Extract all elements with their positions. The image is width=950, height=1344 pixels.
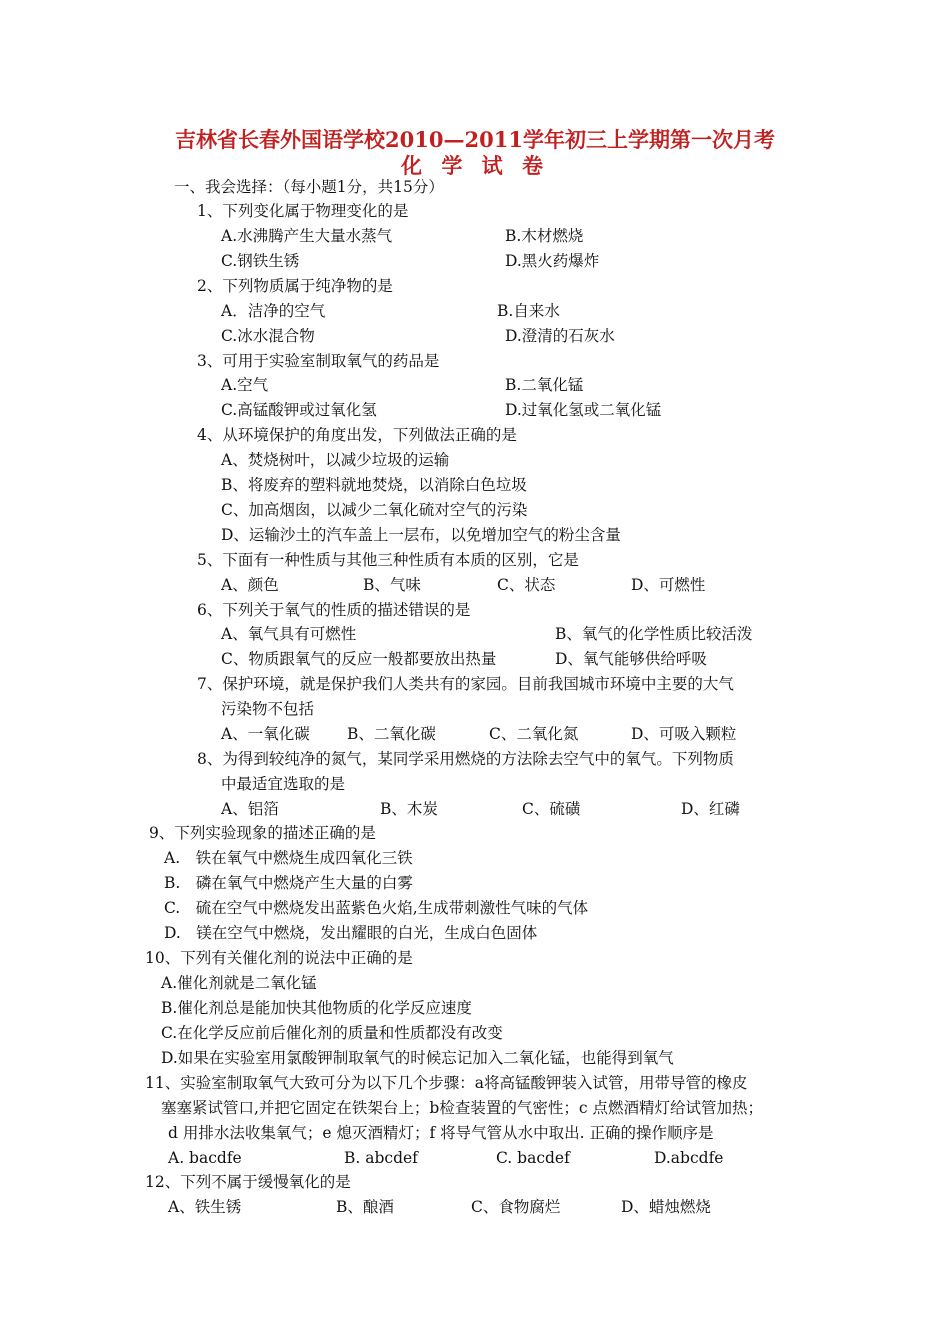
exam-title: 吉林省长春外国语学校2010—2011学年初三上学期第一次月考 — [175, 127, 775, 152]
option-d: D.如果在实验室用氯酸钾制取氧气的时候忘记加入二氧化锰，也能得到氧气 — [161, 1049, 674, 1067]
option-b: B.木材燃烧 — [505, 227, 584, 245]
option-c: C.在化学反应前后催化剂的质量和性质都没有改变 — [161, 1024, 503, 1042]
option-d: D. 镁在空气中燃烧，发出耀眼的白光，生成白色固体 — [164, 924, 538, 942]
section-heading: 一、我会选择：（每小题1分，共15分） — [174, 178, 444, 196]
option-a: A、氧气具有可燃性 — [221, 625, 357, 643]
option-c: C. bacdef — [496, 1149, 570, 1167]
option-c: C. 硫在空气中燃烧发出蓝紫色火焰,生成带刺激性气味的气体 — [164, 899, 589, 917]
option-b: B、气味 — [363, 576, 421, 594]
option-a: A. 铁在氧气中燃烧生成四氧化三铁 — [164, 849, 413, 867]
option-b: B、二氧化碳 — [347, 725, 436, 743]
option-a: A．洁净的空气 — [221, 302, 326, 320]
question-stem-cont: 塞塞紧试管口,并把它固定在铁架台上；b检查装置的气密性；c 点燃酒精灯给试管加热； — [161, 1099, 763, 1117]
option-d: D、可燃性 — [631, 576, 706, 594]
option-d: D.过氧化氢或二氧化锰 — [505, 401, 662, 419]
option-c: C、食物腐烂 — [471, 1198, 561, 1216]
option-c: C、二氧化氮 — [489, 725, 579, 743]
option-b: B、将废弃的塑料就地焚烧，以消除白色垃圾 — [221, 476, 527, 494]
option-c: C、状态 — [497, 576, 556, 594]
question-stem: 8、为得到较纯净的氮气，某同学采用燃烧的方法除去空气中的氧气。下列物质 — [197, 750, 734, 768]
option-b: B. 磷在氧气中燃烧产生大量的白雾 — [164, 874, 413, 892]
option-b: B.催化剂总是能加快其他物质的化学反应速度 — [161, 999, 472, 1017]
question-stem: 9、下列实验现象的描述正确的是 — [149, 824, 376, 842]
question-stem: 10、下列有关催化剂的说法中正确的是 — [145, 949, 413, 967]
question-stem-cont: d 用排水法收集氧气；e 熄灭酒精灯；f 将导气管从水中取出. 正确的操作顺序是 — [168, 1124, 714, 1142]
option-c: C、物质跟氧气的反应一般都要放出热量 — [221, 650, 497, 668]
option-d: D、可吸入颗粒 — [631, 725, 737, 743]
option-d: D、氧气能够供给呼吸 — [555, 650, 707, 668]
option-c: C、加高烟囱，以减少二氧化硫对空气的污染 — [221, 501, 528, 519]
question-stem: 7、保护环境，就是保护我们人类共有的家园。目前我国城市环境中主要的大气 — [197, 675, 734, 693]
option-a: A.水沸腾产生大量水蒸气 — [221, 227, 393, 245]
option-a: A.空气 — [221, 376, 269, 394]
option-b: B.自来水 — [497, 302, 560, 320]
option-a: A、铝箔 — [221, 800, 279, 818]
option-b: B、木炭 — [380, 800, 438, 818]
question-stem: 12、下列不属于缓慢氧化的是 — [145, 1173, 351, 1191]
option-d: D、红磷 — [681, 800, 740, 818]
option-a: A、一氧化碳 — [221, 725, 310, 743]
question-stem: 2、下列物质属于纯净物的是 — [197, 277, 393, 295]
option-d: D、运输沙土的汽车盖上一层布，以免增加空气的粉尘含量 — [221, 526, 621, 544]
option-d: D、蜡烛燃烧 — [621, 1198, 711, 1216]
option-a: A、铁生锈 — [168, 1198, 242, 1216]
question-stem: 6、下列关于氧气的性质的描述错误的是 — [197, 601, 471, 619]
question-stem: 1、下列变化属于物理变化的是 — [197, 202, 409, 220]
question-stem: 4、从环境保护的角度出发，下列做法正确的是 — [197, 426, 517, 444]
option-c: C.冰水混合物 — [221, 327, 315, 345]
question-stem-cont: 中最适宜选取的是 — [221, 775, 346, 793]
option-a: A、颜色 — [221, 576, 279, 594]
option-b: B.二氧化锰 — [505, 376, 584, 394]
option-d: D.黑火药爆炸 — [505, 252, 600, 270]
option-b: B、酿酒 — [336, 1198, 394, 1216]
option-b: B. abcdef — [344, 1149, 418, 1167]
option-a: A. bacdfe — [168, 1149, 242, 1167]
question-stem: 3、可用于实验室制取氧气的药品是 — [197, 352, 440, 370]
option-d: D.abcdfe — [654, 1149, 724, 1167]
option-a: A、焚烧树叶，以减少垃圾的运输 — [221, 451, 450, 469]
option-a: A.催化剂就是二氧化锰 — [161, 974, 317, 992]
option-b: B、氧气的化学性质比较活泼 — [555, 625, 753, 643]
option-c: C、硫磺 — [522, 800, 581, 818]
question-stem-cont: 污染物不包括 — [221, 700, 315, 718]
question-stem: 11、实验室制取氧气大致可分为以下几个步骤：a将高锰酸钾装入试管，用带导管的橡皮 — [145, 1074, 748, 1092]
option-c: C.高锰酸钾或过氧化氢 — [221, 401, 377, 419]
option-c: C.钢铁生锈 — [221, 252, 300, 270]
question-stem: 5、下面有一种性质与其他三种性质有本质的区别，它是 — [197, 551, 579, 569]
exam-subtitle: 化 学 试 卷 — [401, 153, 549, 178]
option-d: D.澄清的石灰水 — [505, 327, 615, 345]
